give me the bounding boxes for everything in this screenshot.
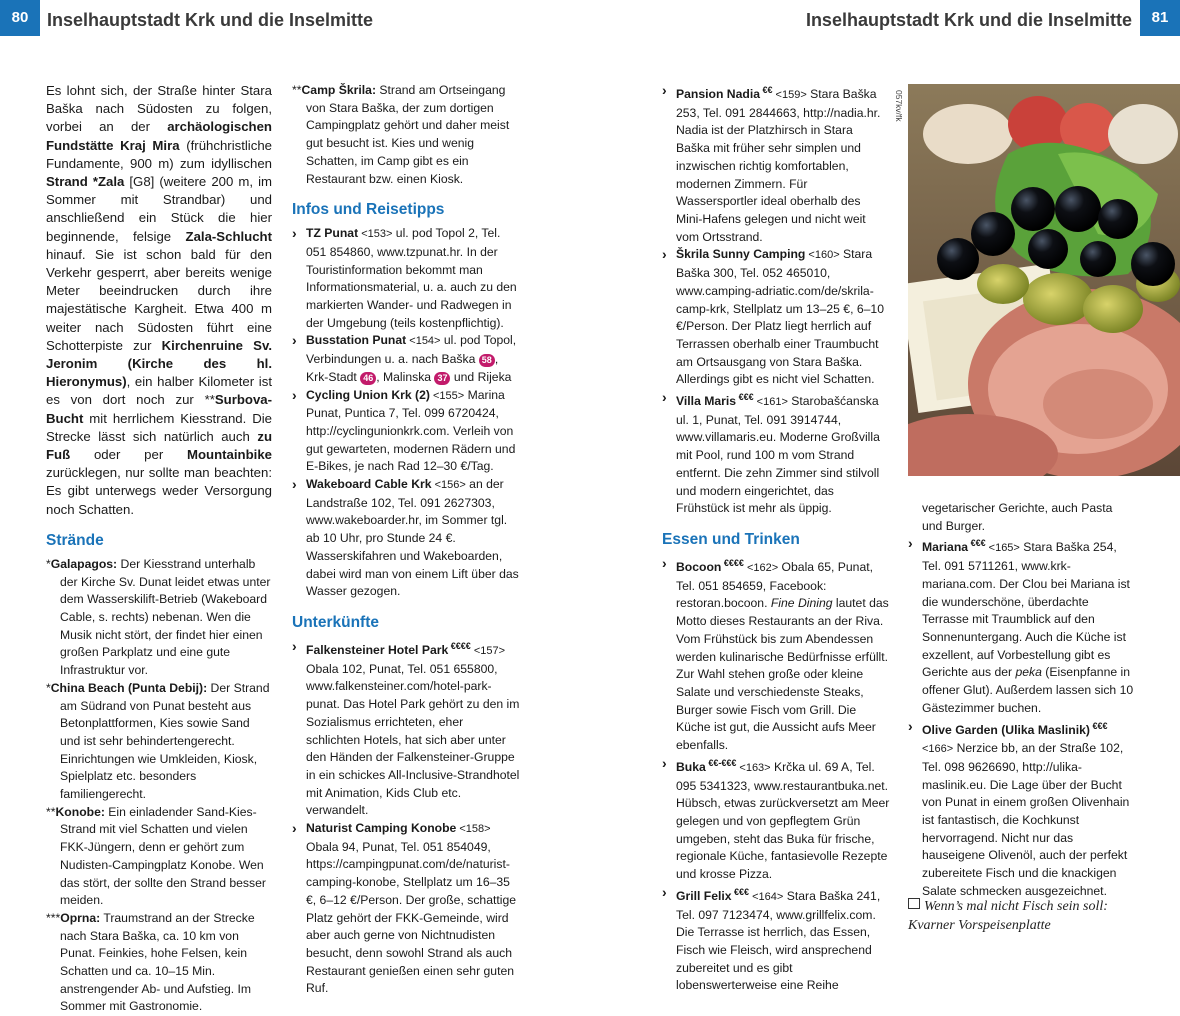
right-running-title: Inselhauptstadt Krk und die Inselmitte (805, 10, 1132, 30)
map-reference: <154> (406, 335, 441, 348)
restaurant-name: Olive Garden (Ulika Maslinik) (922, 722, 1090, 737)
accommodation-description: Starobašćanska ul. 1, Punat, Tel. 091 3914744, www.villamaris.eu. Moderne Großvilla mit Pool, rund 100 m vom Strand entfernt. Die zehn Zimmer sind stilvoll und modern eingerichtet, das Frühstück ist mehr als üppig. (676, 394, 880, 516)
accommodation-description: Stara Baška 253, Tel. 091 2844663, http://nadia.hr. Nadia ist der Platzhirsch in Stara Baška mit früher sehr simplen und inzwischen richtig komfortablen, modernen Zimmern. Für Wassersportler ideal oberhalb des Mini-Hafens gelegen und nicht weit vom Ortsstrand. (676, 87, 881, 244)
beach-entry (46, 910, 272, 1016)
info-description: , Malinska (376, 369, 435, 384)
intro-highlight: Kirchenruine Sv. Jeronim (Kirche des hl. Hieronymus) (46, 337, 272, 390)
beach-entry (46, 556, 272, 680)
info-description: Marina Punat, Puntica 7, Tel. 099 6720424, http://cyclingunionkrk.com. Verleih von gut gewarteten, modernen Rädern und E-Bikes, je nach Rad 12–30 €/Tag. (306, 387, 516, 474)
infos-list (292, 225, 520, 601)
accommodation-name: Villa Maris (676, 394, 737, 409)
accommodation-list-continued (662, 82, 890, 518)
beach-name: Oprna: (60, 910, 101, 925)
beaches-list (46, 556, 272, 1016)
beach-name: Konobe: (55, 804, 105, 819)
column-4 (908, 500, 1136, 901)
food-list (662, 555, 890, 995)
price-category: €€€€ (448, 640, 471, 651)
restaurant-name: Mariana (922, 540, 969, 555)
food-continued-text: vegetarischer Gerichte, auch Pasta und Burger. (922, 501, 1113, 533)
restaurant-entry (662, 555, 890, 755)
beach-name: China Beach (Punta Debij): (50, 680, 208, 695)
arrow-icon: › (292, 225, 297, 242)
beach-description: Ein einladender Sand-Kies-Strand mit viel Schatten und vielen FKK-Jüngern, denn er gehört zum Nudisten-Campingplatz Konobe. Wen das stört, der sollte den Strand besser meiden. (60, 804, 266, 908)
accommodation-name: Falkensteiner Hotel Park (306, 643, 449, 658)
intro-text: hinauf. Sie ist schon bald für den Verkehr gesperrt, aber bereits wenige Meter beeindrucken durch ihre majestätische Kargheit. Etwa 400 m weiter nach Südosten führt eine Schotterpiste zur (46, 246, 272, 353)
map-reference: <157> (470, 645, 506, 658)
restaurant-name: Grill Felix (676, 888, 732, 903)
intro-highlight: Surbova-Bucht (46, 392, 272, 426)
accommodation-description: Stara Baška 300, Tel. 052 465010, www.camping-adriatic.com/de/skrila-camp-krk, Stellplatz um 13–25 €, 6–10 €/Person. Der Platz liegt herrlich auf Terrassen oberhalb einer Traumbucht am Ortsausgang von Stara Baška. Allerdings gibt es nicht viel Schatten. (676, 247, 884, 387)
arrow-icon: › (662, 883, 667, 900)
restaurant-description: Obala 65, Punat, Tel. 051 854659, Facebook: restoran.bocoon. (676, 560, 874, 611)
appetizer-plate-photo (908, 84, 1180, 476)
info-entry (292, 387, 520, 477)
arrow-icon: › (908, 535, 913, 552)
accommodation-entry (662, 246, 890, 389)
intro-highlight: Strand *Zala (46, 174, 125, 190)
arrow-icon: › (292, 637, 297, 654)
column-1 (46, 82, 272, 1016)
beach-description: Traumstrand an der Strecke nach Stara Baška, ca. 10 km von Punat. Feinkies, hohe Felsen, kein Schatten und ca. 10–15 Min. anstrengender Ab- und Aufstieg. Im Sommer mit Gastronomie. (60, 910, 255, 1014)
map-reference: <163> (736, 761, 771, 774)
map-reference: <153> (358, 228, 393, 241)
arrow-icon: › (292, 820, 297, 837)
food-heading: Essen und Trinken (662, 531, 800, 548)
restaurant-description: lautet das Motto dieses Restaurants an der Riva. Vom Frühstück bis zum Abendessen werden kulinarische Bedürfnisse erfüllt. Zur Wahl stehen große oder kleine Salate und verschiedenste Steaks, Burger sowie Fisch vom Grill. Die Küche ist gut, die Aussicht aufs Meer ebenfalls. (676, 596, 889, 753)
restaurant-name: Bocoon (676, 560, 722, 575)
arrow-icon: › (662, 389, 667, 406)
restaurant-description: Stara Baška 241, Tel. 097 7123474, www.grillfelix.com. Die Terrasse ist herrlich, das Essen, Fisch wie Fleisch, wird ansprechend zubereitet und es gibt lobenswerterweise eine Reihe (676, 888, 881, 993)
infos-heading: Infos und Reisetipps (292, 201, 445, 219)
intro-highlight: Mountainbike (187, 447, 272, 463)
beach-entry (46, 804, 272, 910)
accommodation-description: Obala 94, Punat, Tel. 051 854049, https://campingpunat.com/de/naturist-camping-konobe, Stellplatz um 16–35 €, 6–12 €/Person. Der große, schattige Platz gehört der FKK-Gemeinde, wird aber auch gerne von Nichtnudisten besucht, denn sowohl Strand als auch Restaurant genießen einen sehr guten Ruf. (306, 839, 517, 996)
arrow-icon: › (292, 476, 297, 493)
info-entry (292, 476, 520, 601)
info-entry (292, 332, 520, 386)
intro-paragraph (46, 82, 272, 519)
price-category: €€€€ (721, 558, 744, 568)
italic-term: Fine Dining (770, 596, 833, 611)
accommodation-name: Pansion Nadia (676, 87, 760, 102)
info-description: ul. pod Topol 2, Tel. 051 854860, www.tzpunat.hr. In der Touristinformation bekommt man Informationsmaterial, u. a. auch zu den markierten Wander- und Radwegen in der Umgebung (teils kostenpflichtig). (306, 226, 517, 330)
map-reference: <159> (772, 89, 807, 102)
intro-text: (frühchristliche Fundamente, 900 m) zum idyllischen (46, 137, 272, 171)
beaches-heading: Strände (46, 531, 104, 549)
info-name: TZ Punat (306, 226, 359, 241)
arrow-icon: › (292, 332, 297, 349)
beach-camp-skrila: **Camp Škrila: Strand am Ortseingang von Stara Baška, der zum dortigen Campingplatz gehört und daher meist gut besucht ist. Kies und wenig Schatten, im Camp gibt es ein Restaurant bzw. einen Kiosk. (292, 83, 510, 186)
price-category: €€€ (968, 538, 986, 549)
info-description: , Krk-Stadt (306, 352, 499, 384)
price-category: €€€ (1089, 720, 1108, 731)
star-rating: ** (46, 804, 56, 819)
star-rating: * (46, 680, 51, 695)
restaurant-entry (662, 884, 890, 995)
star-rating: * (46, 556, 51, 571)
map-reference: <160> (805, 249, 840, 262)
map-reference: <164> (749, 890, 784, 903)
map-reference: <166> (922, 743, 954, 756)
italic-term: peka (1015, 665, 1042, 680)
bus-line-badge: 37 (434, 372, 450, 385)
map-reference: <155> (429, 389, 465, 402)
price-category: €€ (759, 85, 773, 95)
info-description: ul. pod Topol, Verbindungen u. a. nach Baška (306, 333, 517, 367)
restaurant-entry (908, 718, 1136, 901)
restaurant-description: Nerzice bb, an der Straße 102, Tel. 098 9626690, http://ulika-maslinik.eu. Die Lage über der Bucht von Punat in einem großen Olivenhain ist fantastisch, die Kochkunst hervorragend. Nicht nur das hauseigene Olivenöl, auch der perfekt zubereitete Fisch und die knackigen Salate schmecken ausgezeichnet. (922, 741, 1130, 898)
accommodation-description: Obala 102, Punat, Tel. 051 655800, www.falkensteiner.com/hotel-park-punat. Das Hotel Park gehört zu den im Sozialismus errichteten, eher schlichten Hotels, hat sich aber unter den Händen der Falkensteiner-Gruppe in ein schickes All-Inclusive-Strandhotel mit Animation, Kids Club etc. verwandelt. (306, 661, 520, 818)
beach-entry (46, 680, 272, 804)
accommodation-entry (662, 82, 890, 246)
intro-text: , ein halber Kilometer ist es von dort noch zur ** (46, 374, 272, 408)
accommodation-heading: Unterkünfte (292, 613, 379, 631)
food-list-continued (908, 535, 1136, 900)
beach-name: Galapagos: (50, 556, 118, 571)
arrow-icon: › (908, 717, 913, 734)
intro-text: [G8] (weitere 200 m, im Sommer mit Strandbar) und anschließend ein Stück die hier beginnende, felsige (46, 174, 272, 244)
star-rating: *** (46, 910, 61, 925)
restaurant-entry (662, 755, 890, 884)
right-page-number: 81 (1140, 0, 1180, 36)
map-reference: <158> (456, 823, 491, 836)
map-reference: <156> (431, 479, 466, 492)
info-name: Wakeboard Cable Krk (306, 477, 432, 492)
info-entry (292, 225, 520, 332)
bus-line-badge: 46 (360, 372, 376, 385)
arrow-icon: › (662, 555, 667, 571)
photo-caption: Wenn’s mal nicht Fisch sein soll: Kvarner Vorspeisenplatte (908, 899, 1108, 933)
price-category: €€€ (731, 886, 750, 897)
info-description: an der Landstraße 102, Tel. 091 2627303, www.wakeboarder.hr, im Sommer tgl. ab 10 Uhr, pro Stunde 24 €. Wasserskifahren und Wakeboarden, dabei wird man von einem Lift über das Wasser gezogen. (306, 477, 519, 599)
accommodation-name: Naturist Camping Konobe (306, 821, 457, 836)
arrow-icon: › (662, 82, 667, 98)
intro-text: Es lohnt sich, der Straße hinter Stara Baška nach Südosten zu folgen, vorbei an der (46, 83, 272, 135)
info-name: Cycling Union Krk (2) (306, 387, 430, 402)
beach-description: Der Kiesstrand unterhalb der Kirche Sv. Dunat leidet etwas unter dem Wasserskilift-Betrieb (Wakeboard Cable, s. rechts) nebenan. Wen die Musik nicht stört, der findet hier einen großen Parkplatz und eine gute Infrastruktur vor. (60, 556, 271, 678)
beach-description: Der Strand am Südrand von Punat besteht aus Betonplattformen, Kies sowie Sand und ist sehr behindertengerecht. Einrichtungen wie Umkleiden, Kiosk, Spielplatz etc. besonders familiengerecht. (60, 680, 270, 802)
intro-highlight: zu Fuß (46, 428, 272, 463)
intro-text: oder per (70, 447, 187, 463)
price-category: €€-€€€ (705, 757, 737, 768)
intro-text: zurücklegen, nur sollte man beachten: Es gibt unterwegs weder Versorgung noch Schatten. (46, 465, 272, 517)
column-2 (292, 82, 520, 998)
arrow-icon: › (292, 386, 297, 403)
info-description: und Rijeka (450, 369, 512, 384)
accommodation-entry (662, 389, 890, 518)
photo-credit: 057kv/fk (894, 90, 904, 122)
info-name: Busstation Punat (306, 333, 407, 348)
camera-icon (908, 898, 920, 909)
accommodation-name: Škrila Sunny Camping (676, 247, 806, 262)
arrow-icon: › (662, 246, 667, 263)
map-reference: <162> (743, 562, 779, 575)
restaurant-description: (Eisenpfanne in offener Glut). Außerdem lassen sich 10 Gästezimmer buchen. (922, 665, 1134, 715)
accommodation-list (292, 638, 520, 998)
restaurant-description: Krčka ul. 69 A, Tel. 095 5341323, www.restaurantbuka.net. Hübsch, etwas zurückversetzt am Meer gelegen und von gepflegtem Grün umgeben, steht das Buka für frische, regionale Küche, fantasievolle Rezepte und krosse Pizza. (676, 759, 890, 882)
restaurant-description: Stara Baška 254, Tel. 091 5711261, www.krk-mariana.com. Der Clou bei Mariana ist die wunderschöne, überdachte Terrasse mit Traumblick auf den Sonnenuntergang. Auch die Küche ist exzellent, auf Vorbestellung gibt es Gerichte aus der (922, 540, 1130, 680)
intro-highlight: Zala-Schlucht (185, 228, 272, 244)
price-category: €€€ (736, 392, 754, 403)
accommodation-entry (292, 638, 520, 820)
bus-line-badge: 58 (479, 354, 495, 367)
intro-highlight: archäologischen Fundstätte Kraj Mira (46, 119, 272, 153)
column-3 (662, 82, 890, 995)
left-running-title: Inselhauptstadt Krk und die Inselmitte (47, 10, 374, 30)
left-page-number: 80 (0, 0, 40, 36)
map-reference: <165> (985, 542, 1020, 555)
restaurant-entry (908, 535, 1136, 717)
arrow-icon: › (662, 754, 667, 771)
intro-text: mit herrlichem Kiesstrand. Die Strecke lässt sich natürlich auch (46, 410, 272, 444)
map-reference: <161> (753, 396, 788, 409)
accommodation-entry (292, 820, 520, 998)
restaurant-name: Buka (676, 759, 706, 774)
